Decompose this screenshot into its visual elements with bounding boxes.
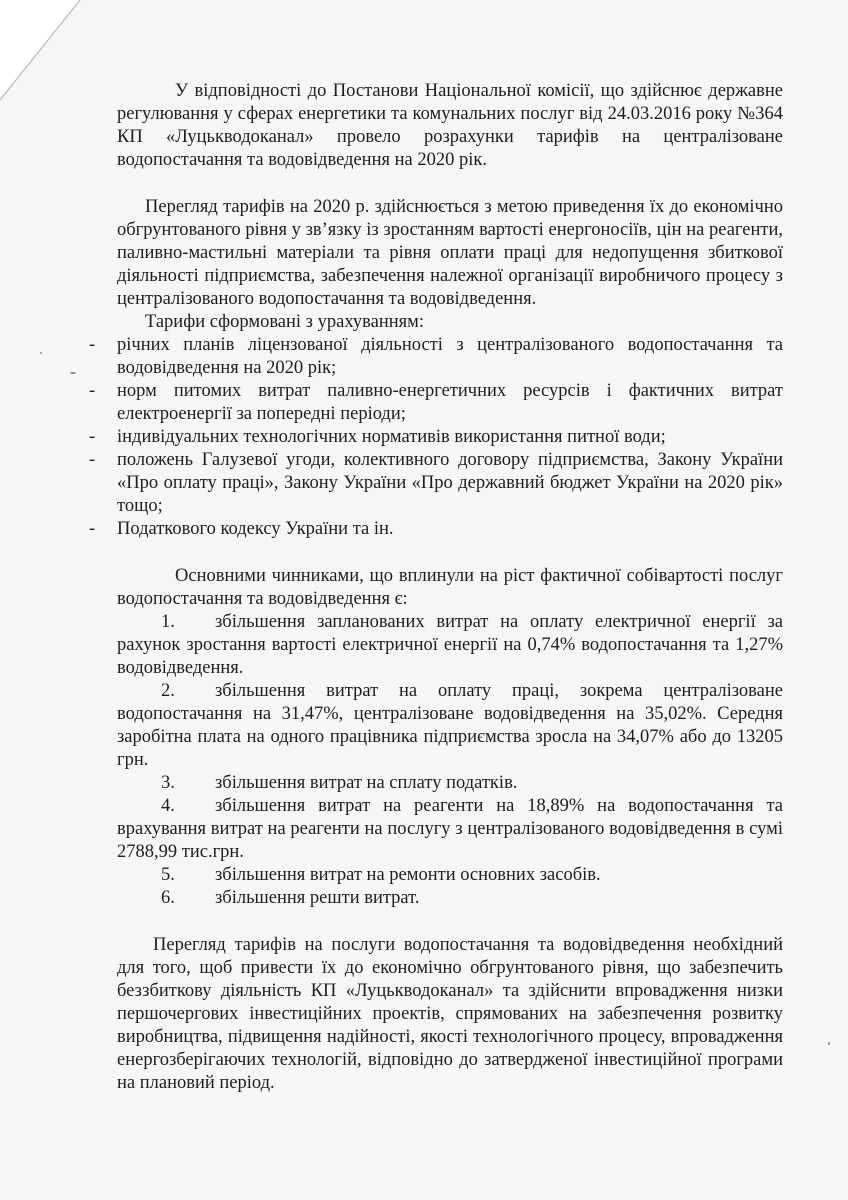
list-item-text: Податкового кодексу України та ін. [117, 519, 394, 539]
list-item [89, 426, 783, 449]
list-item-text: збільшення витрат на оплату праці, зокрема централізоване водопостачання на 31,47%, централізоване водовідведення на 35,02%. Середня заробітна плата на одного працівника підприємства зросла на 34,07% або до 13205 грн. [117, 681, 783, 770]
list-item-text: положень Галузевої угоди, колективного договору підприємства, Закону України «Про оплату праці», Закону України «Про державний бюджет України на 2020 рік» тощо; [117, 450, 783, 516]
list-item-text: збільшення витрат на ремонти основних засобів. [215, 865, 601, 885]
item-number: 3. [161, 773, 175, 793]
list-item-text: річних планів ліцензованої діяльності з централізованого водопостачання та водовідведення на 2020 рік; [117, 335, 783, 378]
list-item [89, 380, 783, 426]
intro-paragraph: У відповідності до Постанови Національної комісії, що здійснює державне регулювання у сферах енергетики та комунальних послуг від 24.03.2016 року №364 КП «Луцькводоканал» провело розрахунки тарифів на централізоване водопостачання та водовідведення на 2020 рік. [117, 81, 783, 170]
list-item-text: норм питомих витрат паливно-енергетичних ресурсів і фактичних витрат електроенергії за попередні періоди; [117, 381, 783, 424]
document-body [89, 80, 783, 1095]
dash-marker: - [89, 519, 96, 539]
closing-paragraph: Перегляд тарифів на послуги водопостачання та водовідведення необхідний для того, щоб привести їх до економічно обгрунтованого рівня, що забезпечить беззбиткову діяльність КП «Луцькводоканал» та здійснити впровадження низки першочергових інвестиційних проектів, спрямованих на забезпечення розвитку виробництва, підвищення надійності, якості технологічного процесу, впровадження енергозберігаючих технологій, відповідно до затвердженої інвестиційної програми на плановий період. [117, 935, 783, 1093]
item-number: 1. [161, 612, 175, 632]
item-number: 6. [161, 888, 175, 908]
list-item-text: збільшення витрат на сплату податків. [215, 773, 518, 793]
list-item [117, 680, 783, 772]
tariffs-intro: Тарифи сформовані з урахуванням: [145, 312, 424, 332]
factors-list [117, 611, 783, 910]
dash-marker: - [89, 427, 96, 447]
item-number: 5. [161, 865, 175, 885]
dash-marker: - [89, 381, 96, 401]
dash-marker: - [89, 335, 96, 355]
review-paragraph: Перегляд тарифів на 2020 р. здійснюється з метою приведення їх до економічно обгрунтованого рівня у зв’язку із зростанням вартості енергоносіїв, цін на реагенти, паливно-мастильні матеріали та рівня оплати праці для недопущення збиткової діяльності підприємства, забезпечення належної організації виробничого процесу з централізованого водопостачання та водовідведення. [117, 197, 783, 309]
scan-speck [828, 1042, 830, 1045]
list-item-text: індивідуальних технологічних нормативів використання питної води; [117, 427, 666, 447]
factors-intro: Основними чинниками, що вплинули на ріст фактичної собівартості послуг водопостачання та водовідведення є: [117, 566, 783, 609]
list-item [117, 611, 783, 680]
list-item [89, 518, 783, 541]
item-number: 2. [161, 681, 175, 701]
list-item-text: збільшення витрат на реагенти на 18,89% на водопостачання та врахування витрат на реагенти на послугу з централізованого водовідведення в сумі 2788,99 тис.грн. [117, 796, 783, 862]
list-item-text: збільшення запланованих витрат на оплату електричної енергії за рахунок зростання вартості електричної енергії на 0,74% водопостачання та 1,27% водовідведення. [117, 612, 783, 678]
list-item [117, 887, 783, 910]
scan-speck [70, 372, 76, 374]
page-corner-fold [0, 0, 90, 110]
list-item [117, 864, 783, 887]
list-item-text: збільшення решти витрат. [215, 888, 420, 908]
dash-marker: - [89, 450, 96, 470]
scan-speck [40, 352, 42, 354]
list-item [89, 334, 783, 380]
list-item [117, 795, 783, 864]
tariff-basis-list [89, 334, 783, 541]
item-number: 4. [161, 796, 175, 816]
list-item [89, 449, 783, 518]
list-item [117, 772, 783, 795]
